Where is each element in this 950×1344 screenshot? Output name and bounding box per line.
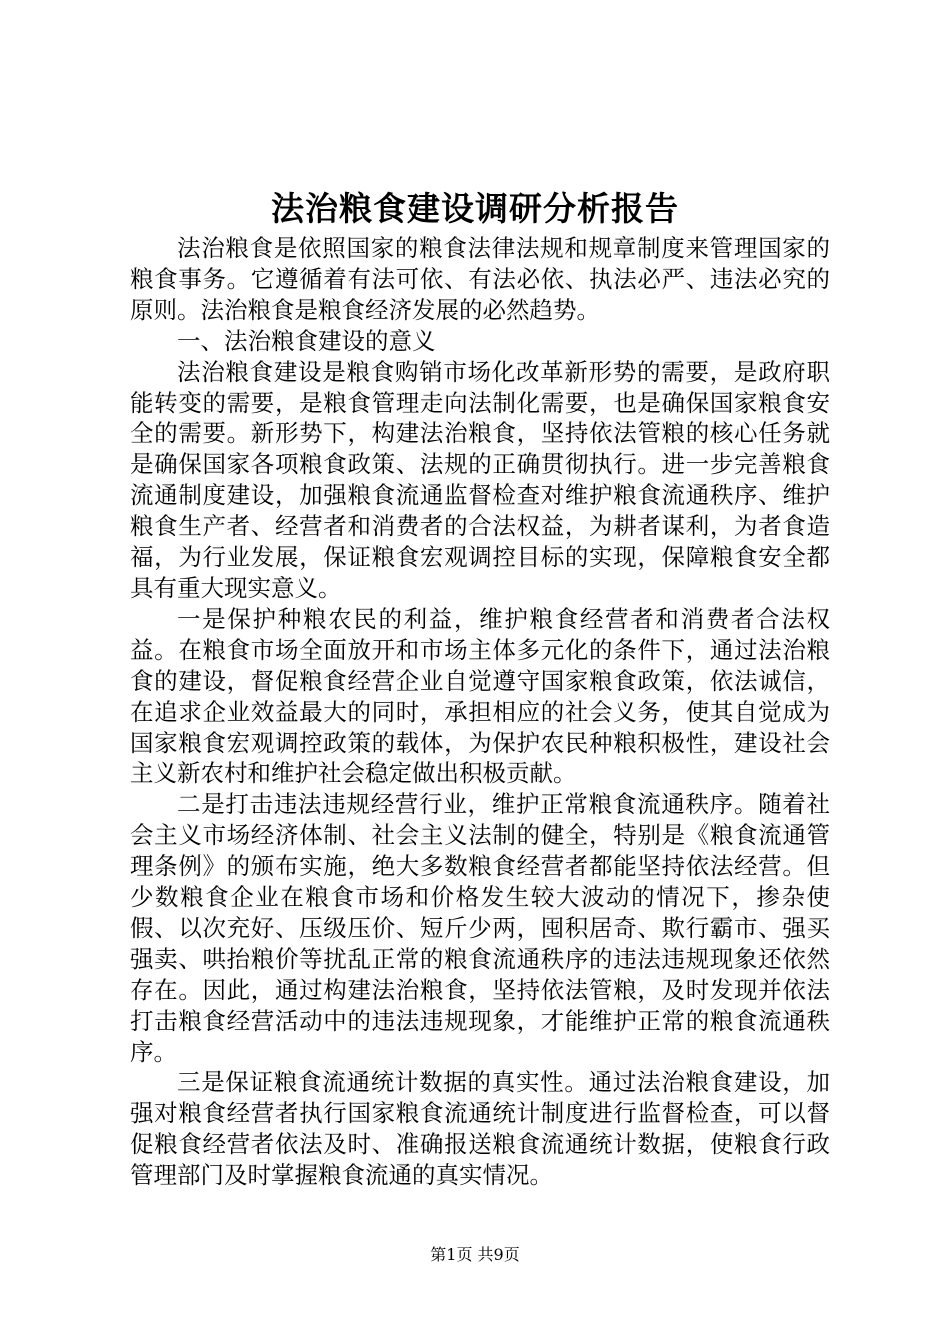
document-body bbox=[130, 233, 830, 1191]
paragraph-significance: 法治粮食建设是粮食购销市场化改革新形势的需要，是政府职能转变的需要，是粮食管理走向法制化需要，也是确保国家粮食安全的需要。新形势下，构建法治粮食，坚持依法管粮的核心任务就是确保国家各项粮食政策、法规的正确贯彻执行。进一步完善粮食流通制度建设，加强粮食流通监督检查对维护粮食流通秩序、维护粮食生产者、经营者和消费者的合法权益，为耕者谋利，为者食造福，为行业发展，保证粮食宏观调控目标的实现，保障粮食安全都具有重大现实意义。 bbox=[130, 357, 830, 602]
section-heading: 一、法治粮食建设的意义 bbox=[177, 326, 436, 355]
paragraph-point-one: 一是保护种粮农民的利益，维护粮食经营者和消费者合法权益。在粮食市场全面放开和市场主体多元化的条件下，通过法治粮食的建设，督促粮食经营企业自觉遵守国家粮食政策，依法诚信，在追求企业效益最大的同时，承担相应的社会义务，使其自觉成为国家粮食宏观调控政策的载体，为保护农民种粮积极性，建设社会主义新农村和维护社会稳定做出积极贡献。 bbox=[130, 604, 830, 788]
document-title: 法治粮食建设调研分析报告 bbox=[271, 189, 679, 228]
page-footer: 第1页 共9页 bbox=[430, 1245, 520, 1264]
paragraph-point-three: 三是保证粮食流通统计数据的真实性。通过法治粮食建设，加强对粮食经营者执行国家粮食流通统计制度进行监督检查，可以督促粮食经营者依法及时、准确报送粮食流通统计数据，使粮食行政管理部门及时掌握粮食流通的真实情况。 bbox=[130, 1068, 830, 1190]
paragraph-point-two: 二是打击违法违规经营行业，维护正常粮食流通秩序。随着社会主义市场经济体制、社会主义法制的健全，特别是《粮食流通管理条例》的颁布实施，绝大多数粮食经营者都能坚持依法经营。但少数粮食企业在粮食市场和价格发生较大波动的情况下，掺杂使假、以次充好、压级压价、短斤少两，囤积居奇、欺行霸市、强买强卖、哄抬粮价等扰乱正常的粮食流通秩序的违法违规现象还依然存在。因此，通过构建法治粮食，坚持依法管粮，及时发现并依法打击粮食经营活动中的违法违规现象，才能维护正常的粮食流通秩序。 bbox=[130, 790, 830, 1066]
paragraph-intro: 法治粮食是依照国家的粮食法律法规和规章制度来管理国家的粮食事务。它遵循着有法可依、有法必依、执法必严、违法必究的原则。法治粮食是粮食经济发展的必然趋势。 bbox=[130, 234, 830, 324]
